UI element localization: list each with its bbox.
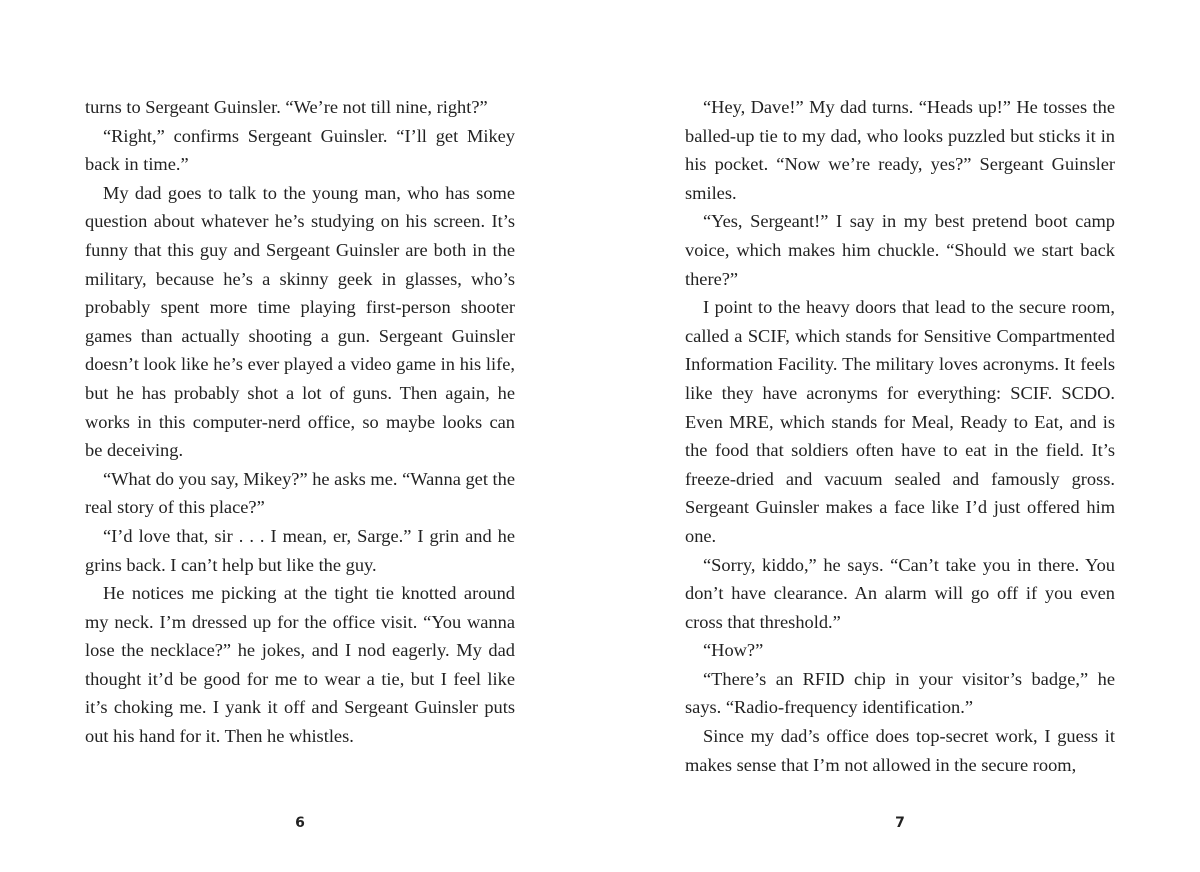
paragraph: “Yes, Sergeant!” I say in my best pretend boot camp voice, which makes him chuckle. “Should we start back there?” — [685, 211, 1115, 289]
paragraph: “Hey, Dave!” My dad turns. “Heads up!” He tosses the balled-up tie to my dad, who looks puzzled but sticks it in his pocket. “Now we’re ready, yes?” Sergeant Guinsler smiles. — [685, 97, 1115, 203]
page-number: 7 — [895, 815, 905, 831]
left-page — [85, 93, 515, 853]
paragraph: “What do you say, Mikey?” he asks me. “Wanna get the real story of this place?” — [85, 468, 515, 518]
paragraph: My dad goes to talk to the young man, who has some question about whatever he’s studying on his screen. It’s funny that this guy and Sergeant Guinsler are both in the military, because he’s a skinny geek in glasses, who’s probably spent more time playing first-person shooter games than actually shooting a gun. Sergeant Guinsler doesn’t look like he’s ever played a video game in his life, but he has probably shot a lot of guns. Then again, he works in this computer-nerd office, so maybe looks can be deceiving. — [85, 182, 515, 461]
paragraph: “Right,” confirms Sergeant Guinsler. “I’ll get Mikey back in time.” — [85, 125, 515, 175]
left-page-text — [85, 93, 515, 751]
paragraph: He notices me picking at the tight tie knotted around my neck. I’m dressed up for the office visit. “You wanna lose the necklace?” he jokes, and I nod eagerly. My dad thought it’d be good for me to wear a tie, but I feel like it’s choking me. I yank it off and Sergeant Guinsler puts out his hand for it. Then he whistles. — [85, 583, 515, 747]
paragraph: “There’s an RFID chip in your visitor’s badge,” he says. “Radio-frequency identification.” — [685, 668, 1115, 718]
paragraph: “How?” — [703, 640, 764, 661]
paragraph: I point to the heavy doors that lead to the secure room, called a SCIF, which stands for Sensitive Compartmented Information Facility. The military loves acronyms. It feels like they have acronyms for everything: SCIF. SCDO. Even MRE, which stands for Meal, Ready to Eat, and is the food that soldiers often have to eat in the field. It’s freeze-dried and vacuum sealed and famously gross. Sergeant Guinsler makes a face like I’d just offered him one. — [685, 297, 1115, 546]
right-page — [685, 93, 1115, 853]
paragraph: Since my dad’s office does top-secret work, I guess it makes sense that I’m not allowed in the secure room, — [685, 726, 1115, 775]
paragraph: “Sorry, kiddo,” he says. “Can’t take you in there. You don’t have clearance. An alarm will go off if you even cross that threshold.” — [685, 554, 1115, 632]
paragraph: “I’d love that, sir . . . I mean, er, Sarge.” I grin and he grins back. I can’t help but like the guy. — [85, 525, 515, 575]
page-number: 6 — [295, 815, 305, 831]
right-page-text — [685, 93, 1115, 779]
paragraph: turns to Sergeant Guinsler. “We’re not till nine, right?” — [85, 97, 488, 117]
